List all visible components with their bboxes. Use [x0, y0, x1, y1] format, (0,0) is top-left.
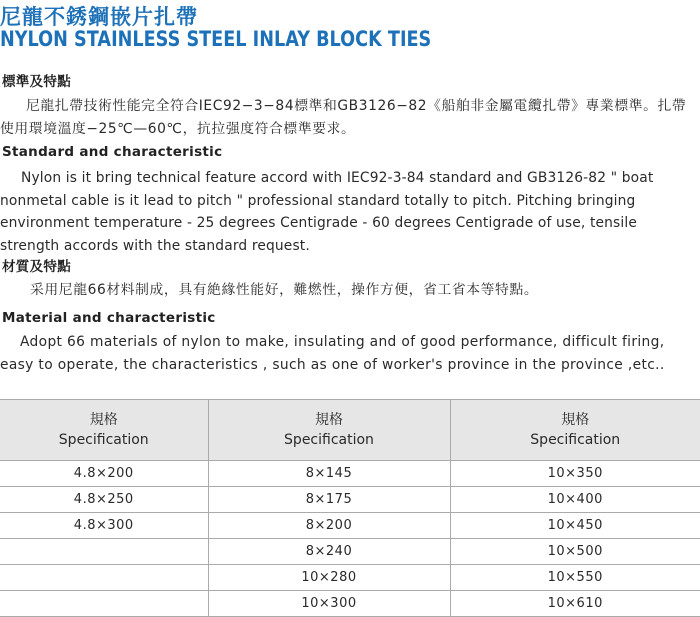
table-row: [0, 565, 700, 591]
table-cell: 10×450: [450, 513, 700, 539]
table-row: [0, 461, 700, 487]
section-text-standard-zh: 尼龍扎帶技術性能完全符合IEC92−3−84標準和GB3126−82《船舶非金屬電纜扎帶》專業標準。扎帶使用環境溫度−25℃—60℃，抗拉强度符合標準要求。: [0, 98, 687, 137]
table-cell: 10×400: [450, 487, 700, 513]
table-header-cell: [0, 400, 208, 461]
table-cell: 4.8×250: [0, 487, 208, 513]
table-row: [0, 539, 700, 565]
table-cell: 8×145: [208, 461, 450, 487]
table-header-row: [0, 400, 700, 461]
table-cell: 8×240: [208, 539, 450, 565]
section-heading-material-en: Material and characteristic: [2, 310, 216, 326]
table-cell: 10×550: [450, 565, 700, 591]
table-cell: 10×610: [450, 591, 700, 617]
section-heading-material-zh: 材質及特點: [2, 259, 71, 275]
section-text-material-zh: 采用尼龍66材料制成，具有絶緣性能好，難燃性，操作方便，省工省本等特點。: [30, 282, 539, 298]
table-row: [0, 591, 700, 617]
table-cell: [0, 539, 208, 565]
table-header-cell: [208, 400, 450, 461]
table-header-cell: [450, 400, 700, 461]
section-heading-standard-en: Standard and characteristic: [2, 144, 223, 160]
table-cell: [0, 565, 208, 591]
page-title-en: NYLON STAINLESS STEEL INLAY BLOCK TIES: [0, 27, 432, 51]
table-row: [0, 513, 700, 539]
table-cell: 10×350: [450, 461, 700, 487]
section-text-material-en: Adopt 66 materials of nylon to make, insulating and of good performance, difficult firing, easy to operate, the characteristics , such as one of worker's province in the province ,etc..: [0, 334, 665, 373]
section-heading-standard-zh: 標準及特點: [2, 74, 71, 90]
table-cell: 4.8×200: [0, 461, 208, 487]
table-cell: 10×500: [450, 539, 700, 565]
specification-table: [0, 399, 700, 617]
table-cell: 4.8×300: [0, 513, 208, 539]
header-label-zh: 規格: [315, 412, 343, 428]
header-label-en: Specification: [58, 432, 149, 448]
table-row: [0, 487, 700, 513]
table-cell: 10×280: [208, 565, 450, 591]
header-label-en: Specification: [284, 432, 374, 448]
page-title-zh: 尼龍不銹鋼嵌片扎帶: [0, 5, 198, 29]
header-label-en: Specification: [530, 432, 621, 448]
table-cell: 8×175: [208, 487, 450, 513]
header-label-zh: 規格: [561, 412, 590, 428]
header-label-zh: 規格: [89, 412, 118, 428]
table-cell: [0, 591, 208, 617]
section-text-standard-en: Nylon is it bring technical feature accord with IEC92-3-84 standard and GB3126-82 " boat nonmetal cable is it lead to pitch " professional standard totally to pitch. Pitching bringing environment temperature - 25 degrees Centigrade - 60 degrees Centigrade of use, tensile strength accords with the standard request.: [0, 170, 654, 254]
table-cell: 10×300: [208, 591, 450, 617]
table-cell: 8×200: [208, 513, 450, 539]
